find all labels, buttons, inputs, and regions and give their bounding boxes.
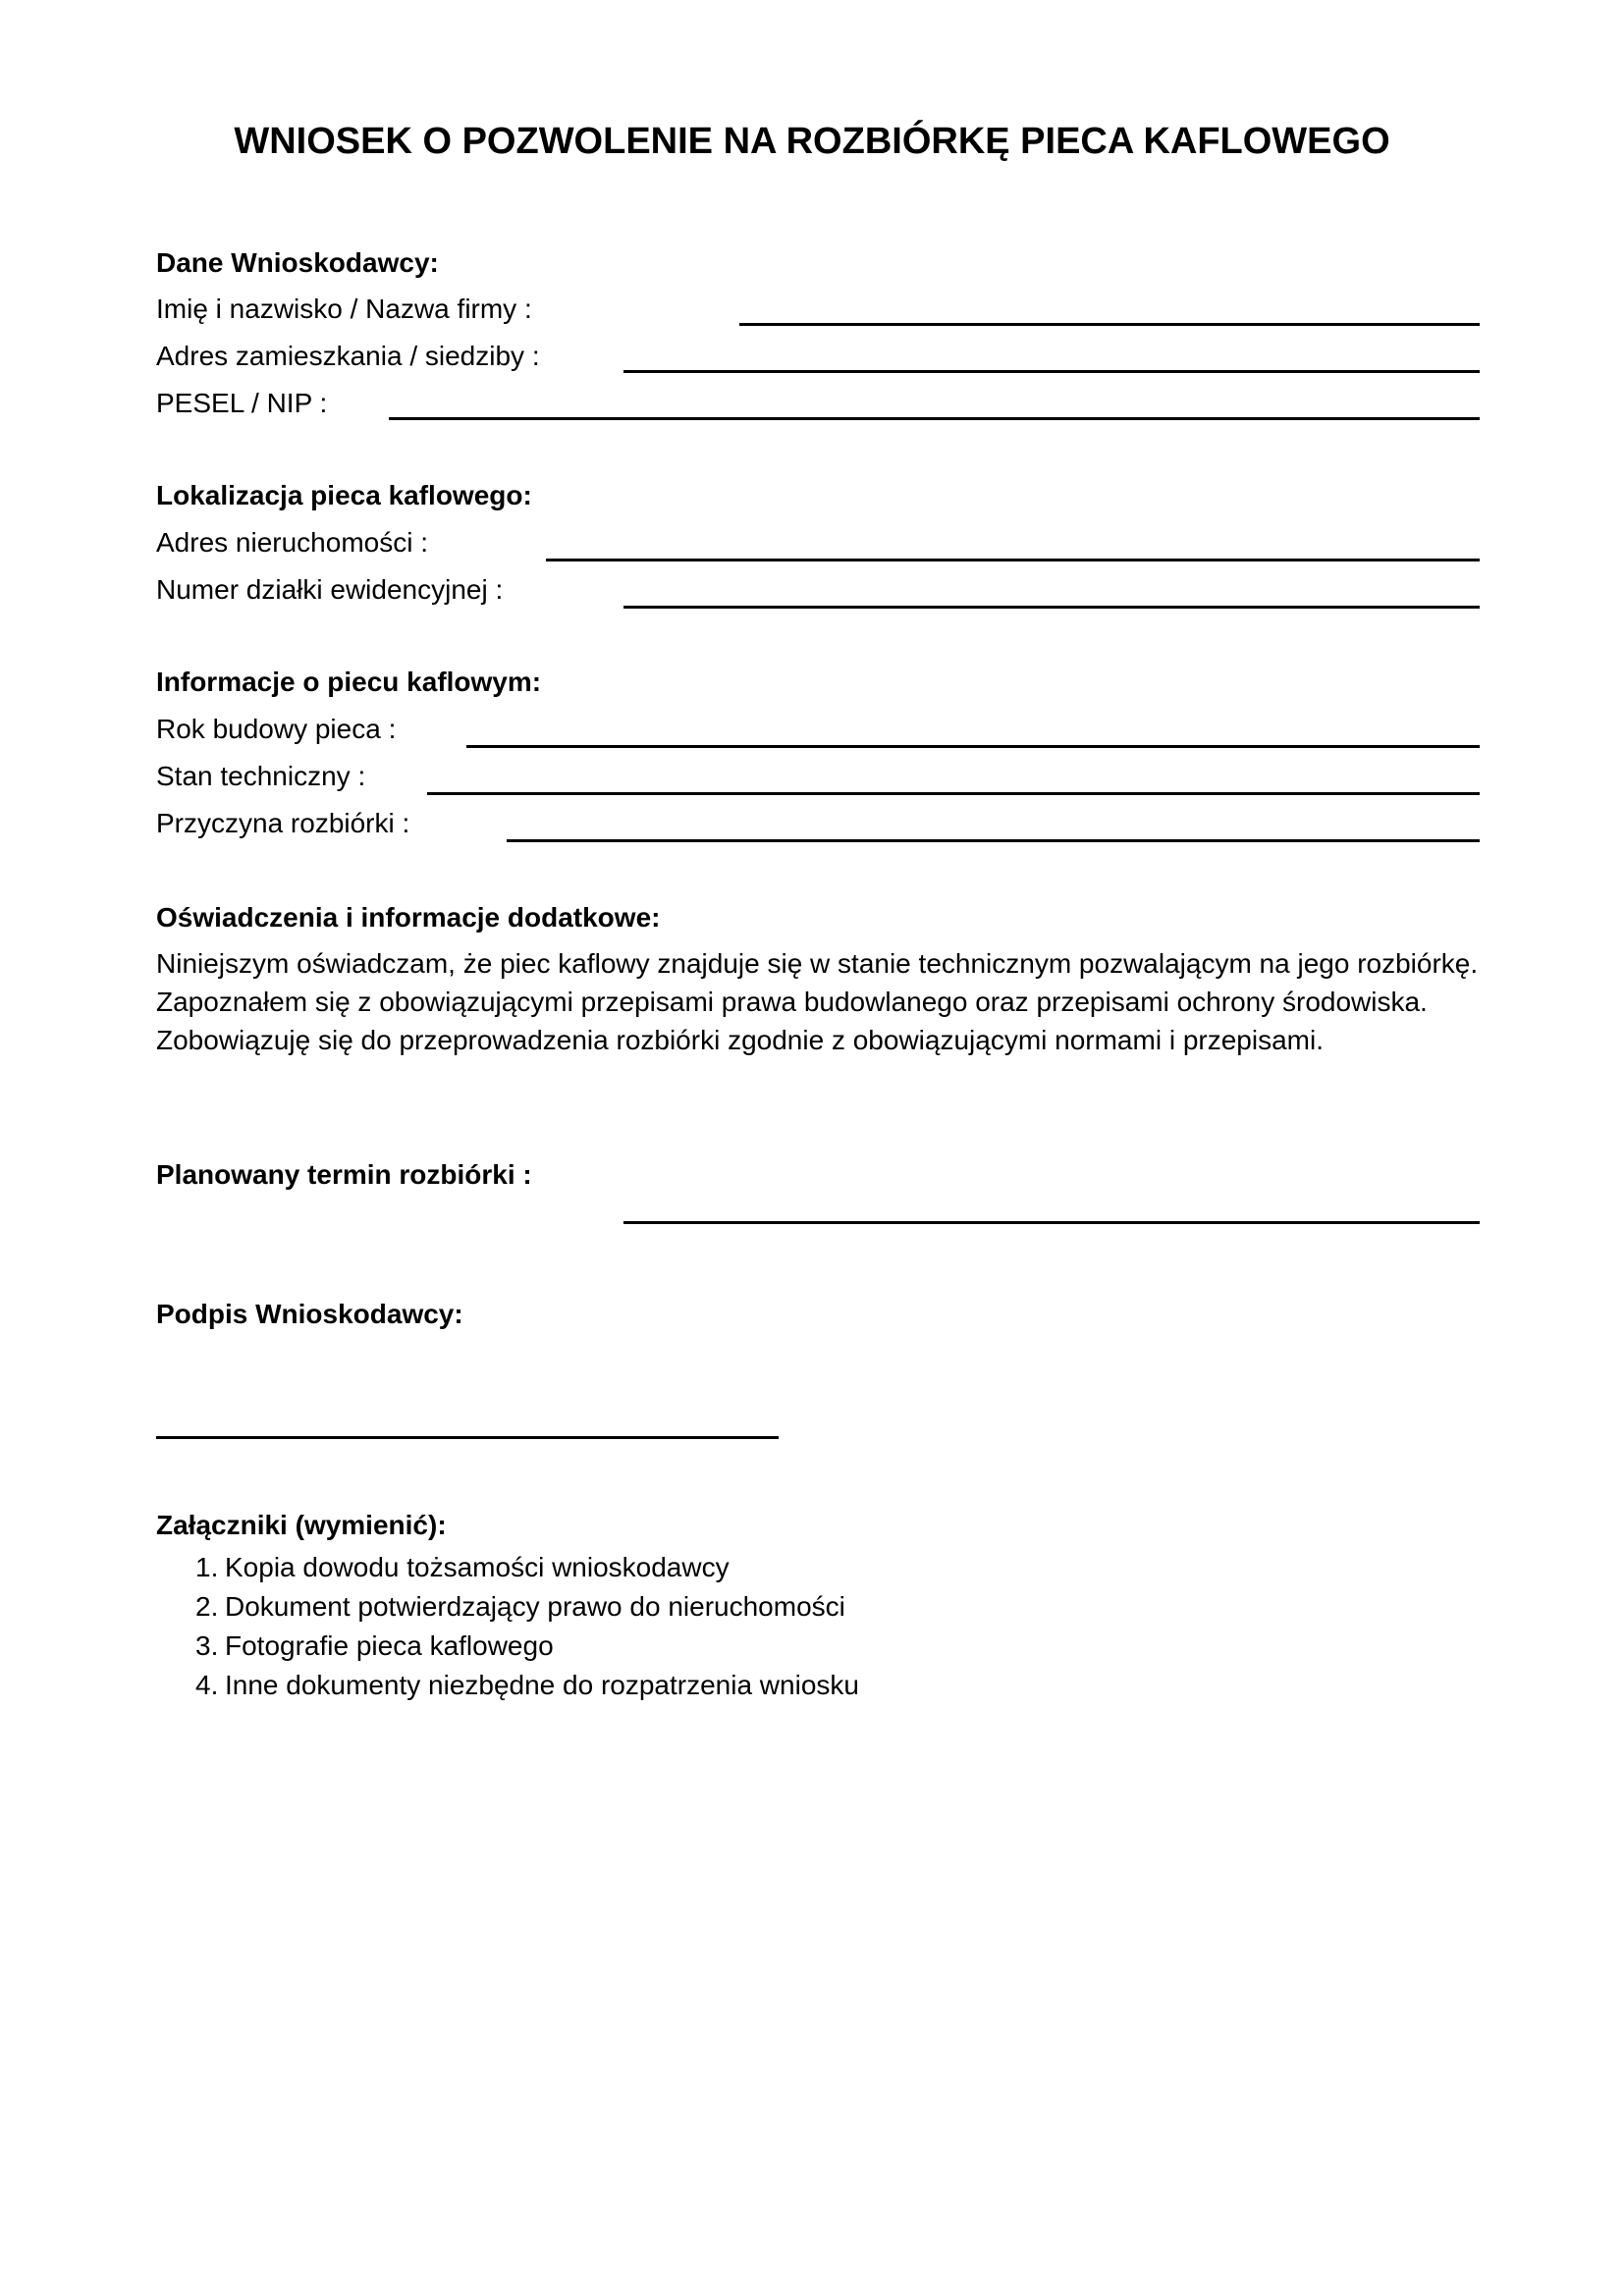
- address-field-input[interactable]: [623, 370, 1480, 373]
- list-item: [156, 1548, 859, 1587]
- list-item-text: Kopia dowodu tożsamości wnioskodawcy: [225, 1552, 730, 1582]
- stove-info-section-heading: Informacje o piecu kaflowym:: [156, 667, 542, 697]
- list-item-number: 2.: [195, 1591, 219, 1622]
- address-field-label: Adres zamieszkania / siedziby :: [156, 341, 540, 371]
- technical-condition-field-input[interactable]: [427, 792, 1480, 795]
- demolition-reason-field-input[interactable]: [507, 839, 1480, 842]
- page-title: WNIOSEK O POZWOLENIE NA ROZBIÓRKĘ PIECA KAFLOWEGO: [234, 121, 1390, 162]
- attachments-list: [156, 1548, 859, 1705]
- declaration-line: Niniejszym oświadczam, że piec kaflowy znajduje się w stanie technicznym pozwalającym na jego rozbiórkę.: [156, 948, 1479, 979]
- demolition-reason-field-label: Przyczyna rozbiórki :: [156, 808, 410, 838]
- declaration-line: Zobowiązuję się do przeprowadzenia rozbiórki zgodnie z obowiązującymi normami i przepisami.: [156, 1025, 1324, 1055]
- property-address-field-label: Adres nieruchomości :: [156, 527, 429, 558]
- location-section-heading: Lokalizacja pieca kaflowego:: [156, 480, 532, 510]
- list-item-text: Inne dokumenty niezbędne do rozpatrzenia wniosku: [225, 1670, 859, 1700]
- technical-condition-field-label: Stan techniczny :: [156, 761, 366, 791]
- list-item: [156, 1587, 859, 1627]
- signature-label: Podpis Wnioskodawcy:: [156, 1299, 463, 1329]
- declarations-text: [156, 944, 1531, 1059]
- list-item-number: 4.: [195, 1670, 219, 1700]
- name-field-input[interactable]: [739, 323, 1480, 326]
- attachments-section-heading: Załączniki (wymienić):: [156, 1510, 447, 1540]
- name-field-label: Imię i nazwisko / Nazwa firmy :: [156, 294, 532, 324]
- plot-number-field-label: Numer działki ewidencyjnej :: [156, 574, 504, 605]
- planned-date-label: Planowany termin rozbiórki :: [156, 1159, 532, 1190]
- build-year-field-input[interactable]: [466, 745, 1480, 748]
- declaration-line: Zapoznałem się z obowiązującymi przepisami prawa budowlanego oraz przepisami ochrony środowiska.: [156, 987, 1428, 1017]
- list-item-number: 1.: [195, 1552, 219, 1582]
- applicant-section-heading: Dane Wnioskodawcy:: [156, 247, 439, 278]
- build-year-field-label: Rok budowy pieca :: [156, 714, 397, 744]
- declarations-section-heading: Oświadczenia i informacje dodatkowe:: [156, 902, 661, 933]
- pesel-nip-field-label: PESEL / NIP :: [156, 388, 328, 418]
- list-item: [156, 1666, 859, 1705]
- pesel-nip-field-input[interactable]: [389, 417, 1480, 420]
- planned-date-input[interactable]: [623, 1221, 1480, 1224]
- list-item-number: 3.: [195, 1630, 219, 1661]
- signature-line[interactable]: [156, 1436, 779, 1439]
- property-address-field-input[interactable]: [546, 559, 1480, 561]
- list-item-text: Dokument potwierdzający prawo do nieruchomości: [225, 1591, 845, 1622]
- plot-number-field-input[interactable]: [623, 606, 1480, 609]
- list-item-text: Fotografie pieca kaflowego: [225, 1630, 554, 1661]
- list-item: [156, 1627, 859, 1666]
